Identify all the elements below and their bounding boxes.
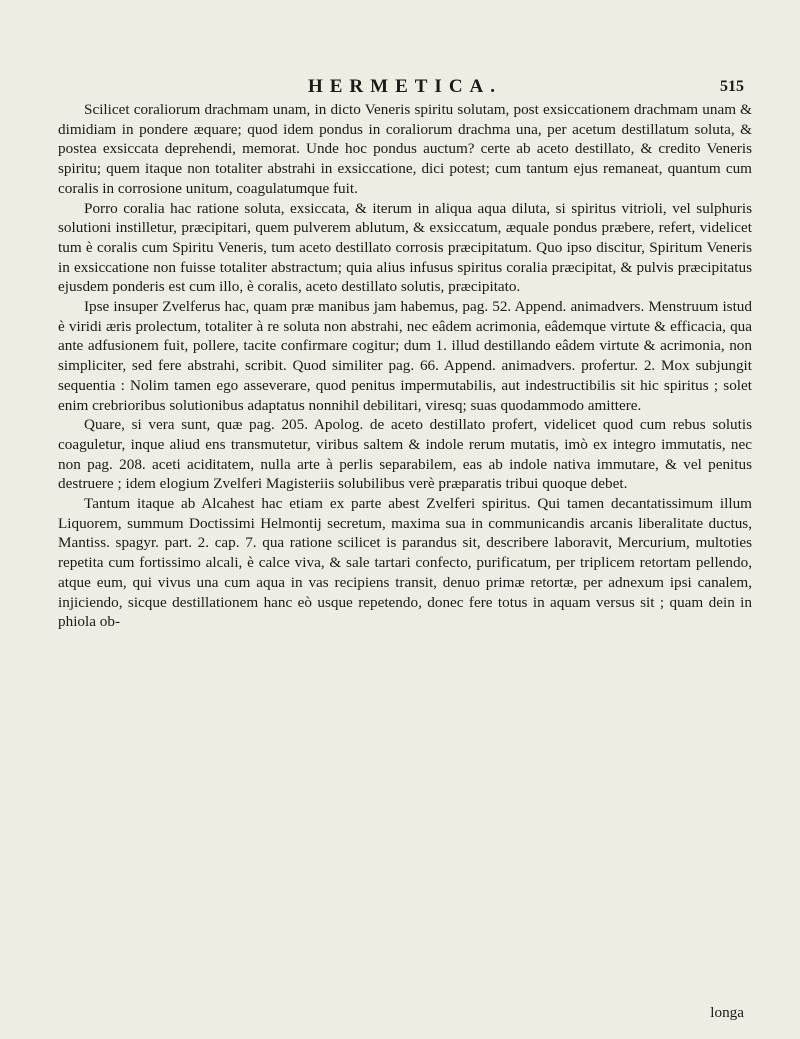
paragraph: Quare, si vera sunt, quæ pag. 205. Apolog. de aceto destillato profert, videlicet quod cum rebus solutis coaguletur, inque aliud ens transmutetur, viribus saltem & indole rerum mutatis, imò ex integro immutatis, nec non pag. 208. aceti aciditatem, nulla arte à perlis separabilem, eas ab indole nativa immutare, & vel penitus destruere ; idem elogium Zvelferi Magisteriis solubilibus verè præparatis tribui quoque debet. (58, 416, 752, 493)
catchword: longa (710, 1004, 744, 1021)
paragraph: Scilicet coraliorum drachmam unam, in dicto Veneris spiritu solutam, post exsiccationem drachmam unam & dimidiam in pondere æquare; quod idem pondus in coraliorum drachma una, per acetum destillatum soluta, & postea exsiccata deprehendi, memorat. Unde hoc pondus auctum? certe ab aceto destillato, & credito Veneris spiritu; quem itaque non totaliter abstrahi in exsiccatione, dici potest; cum tantum ejus remaneat, quantum cum coralis in corrosione unitum, coagulatumque fuit. (58, 101, 752, 197)
paragraph: Ipse insuper Zvelferus hac, quam præ manibus jam habemus, pag. 52. Append. animadvers. Menstruum istud è viridi æris prolectum, totaliter à re soluta non abstrahi, nec eâdem acrimonia, eâdemque virtute & efficacia, qua ante adfusionem fuit, pollere, tacite confirmare cogitur; dum 1. illud destillando eâdem virtute & acrimonia, non simpliciter, sed fere abstrahi, scribit. Quod similiter pag. 66. Append. animadvers. profertur. 2. Mox subjungit sequentia : Nolim tamen ego asseverare, quod penitus impermutabilis, aut indestructibilis sit hic spiritus ; solet enim crebrioribus solutionibus adaptatus nonnihil debilitari, viresq; suas quodammodo amittere. (58, 298, 752, 414)
page-number: 515 (720, 78, 744, 95)
paragraph: Tantum itaque ab Alcahest hac etiam ex parte abest Zvelferi spiritus. Qui tamen decantatissimum illum Liquorem, summum Doctissimi Helmontij secretum, maxima sua in communicandis arcanis liberalitate ductus, Mantiss. spagyr. part. 2. cap. 7. qua ratione scilicet is parandus sit, describere laboravit, Mercurium, multoties repetita cum fortissimo alcali, è calce viva, & sale tartari confecto, purificatum, per triplicem retortam pellendo, atque eum, qui vivus una cum aqua in vas recipiens transit, denuo primæ retortæ, per adnexum ipsi canalem, injiciendo, sicque destillationem hanc eò usque repetendo, donec fere totus in aquam versus sit ; quam dein in phiola ob- (58, 495, 752, 631)
running-title: HERMETICA. (307, 76, 503, 97)
body-text (58, 100, 752, 632)
paragraph: Porro coralia hac ratione soluta, exsiccata, & iterum in aliqua aqua diluta, si spiritus vitrioli, vel sulphuris solutioni instilletur, præcipitari, quem pulverem ablutum, & exsiccatum, æquale pondus præbere, refert, videlicet tum è coralis cum Spiritu Veneris, tum aceto destillato corrosis præcipitatum. Quo ipso discitur, Spiritum Veneris in exsiccatione non fuisse totaliter abstractum; quia alius infusus spiritus coralia præcipitat, & pulvis præcipitatus ejusdem ponderis est cum illo, è coralis, aceto destillato solutis, præcipitato. (58, 199, 752, 296)
running-head (58, 76, 752, 100)
